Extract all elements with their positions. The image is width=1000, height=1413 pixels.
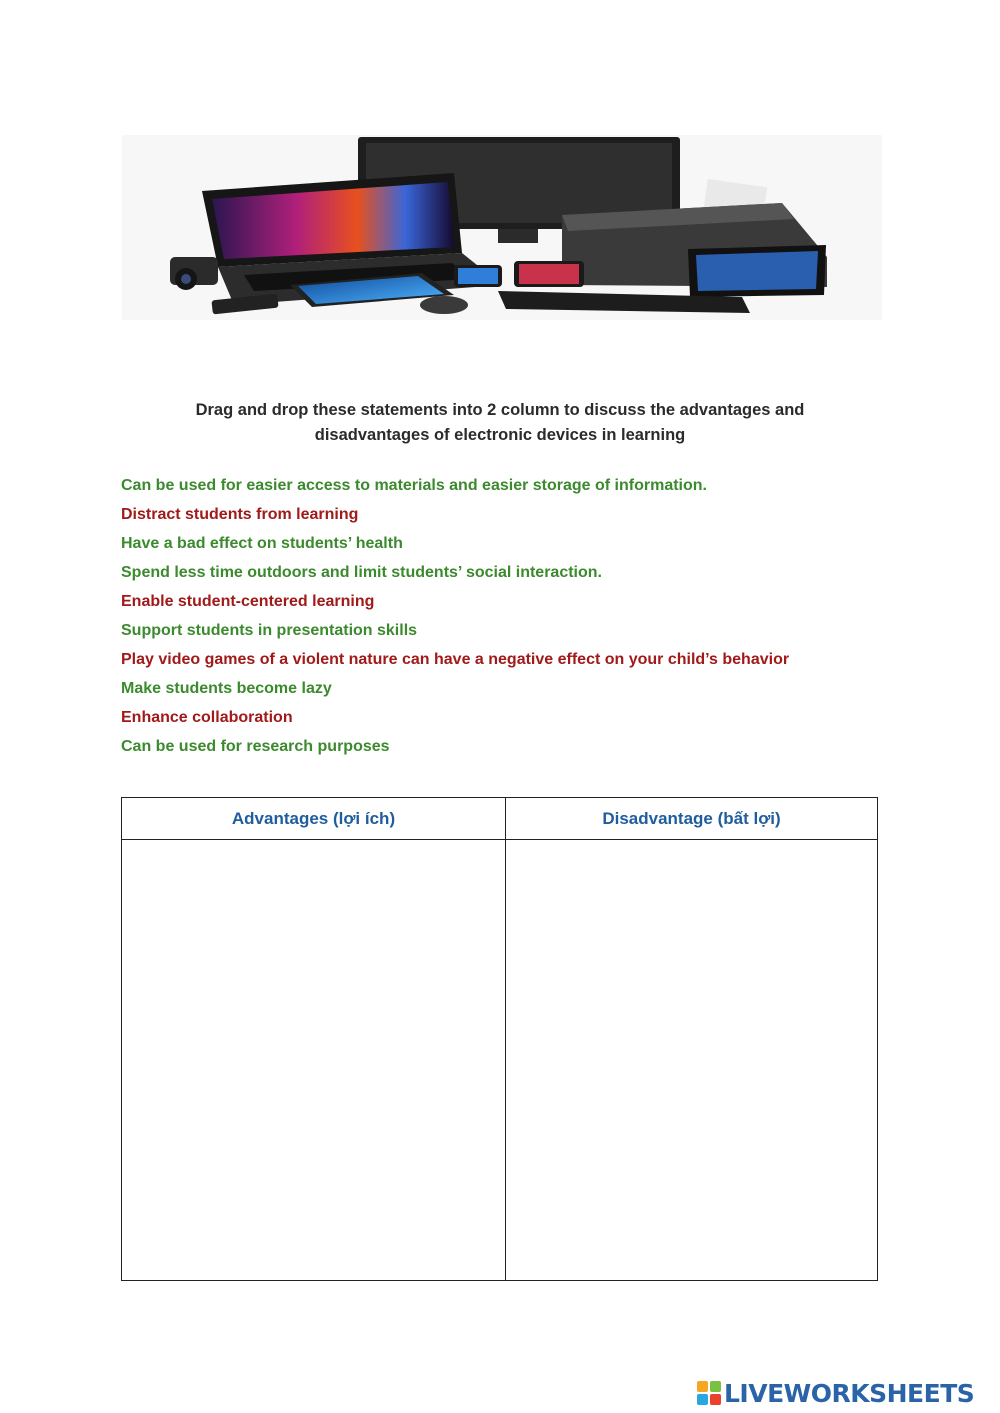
statement-item[interactable]: Distract students from learning [121,506,359,523]
statement-item[interactable]: Support students in presentation skills [121,622,418,639]
statement-item[interactable]: Make students become lazy [121,680,332,697]
statement-list [121,476,901,766]
statement-item[interactable]: Play video games of a violent nature can have a negative effect on your child’s behavior [121,651,790,668]
statement-item[interactable]: Can be used for easier access to materials and easier storage of information. [121,477,707,494]
instructions-line-2: disadvantages of electronic devices in learning [314,426,686,444]
disadvantages-header: Disadvantage (bất lợi) [506,798,878,840]
logo-mark-icon [697,1381,721,1405]
mouse-shape [420,296,468,314]
logo-text: LIVEWORKSHEETS [724,1378,975,1408]
statement-item[interactable]: Enhance collaboration [121,709,293,726]
statement-item[interactable]: Enable student-centered learning [121,593,375,610]
statement-item[interactable]: Have a bad effect on students’ health [121,535,403,552]
liveworksheets-logo [697,1378,974,1408]
statement-item[interactable]: Spend less time outdoors and limit students’ social interaction. [121,564,602,581]
instructions [130,398,870,448]
devices-image [122,135,882,320]
advantages-header: Advantages (lợi ích) [122,798,506,840]
instructions-line-1: Drag and drop these statements into 2 column to discuss the advantages and [195,401,805,419]
statement-item[interactable]: Can be used for research purposes [121,738,390,755]
sorting-table [121,797,878,1281]
advantages-drop-zone[interactable] [122,840,506,1281]
disadvantages-drop-zone[interactable] [506,840,878,1281]
devices-illustration [122,135,882,320]
